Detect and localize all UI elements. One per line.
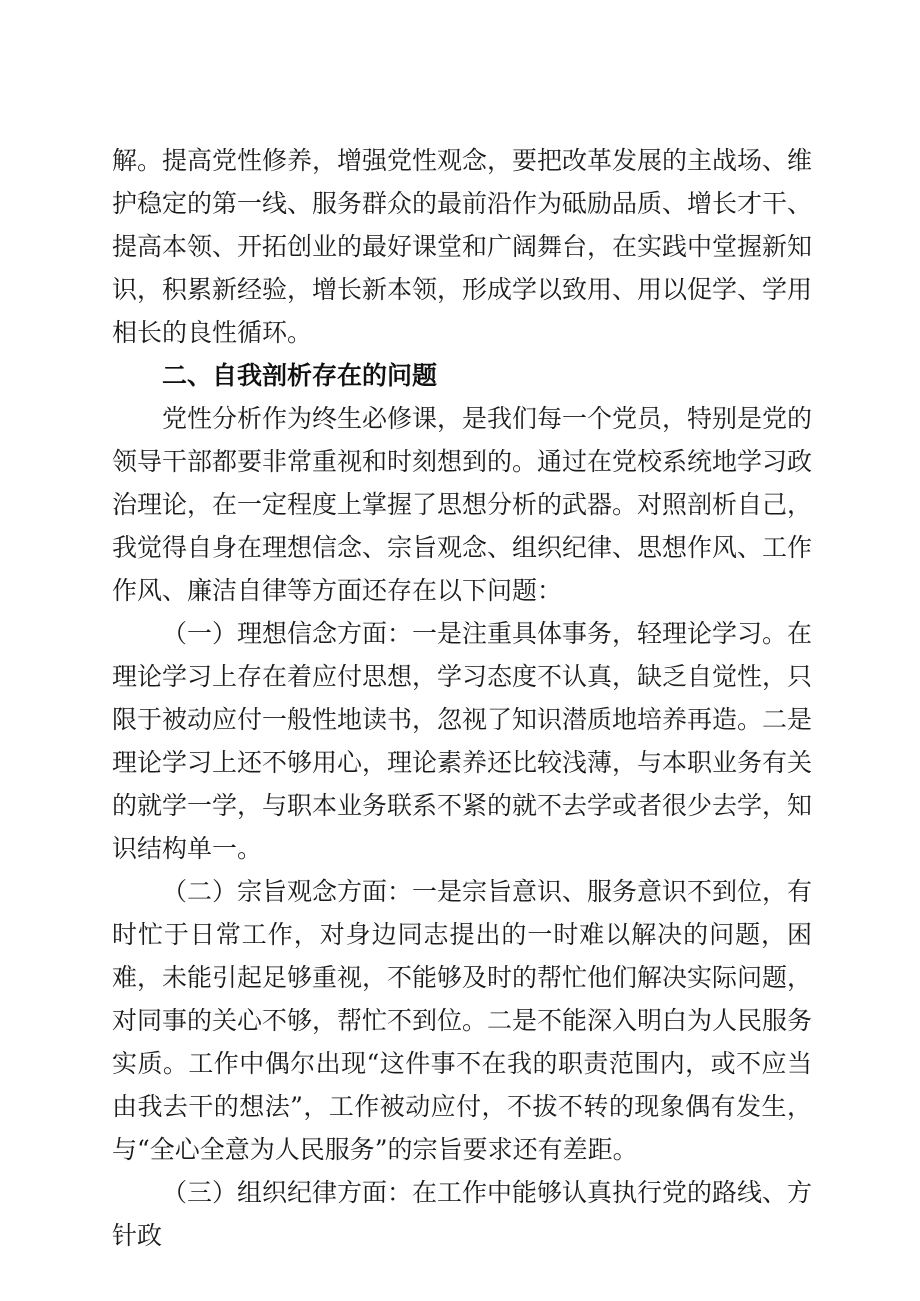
section-heading: 二、自我剖析存在的问题 — [162, 361, 438, 390]
paragraph-continued: 解。提高党性修养，增强党性观念，要把改革发展的主战场、维护稳定的第一线、服务群众的最前沿作为砥励品质、增长才干、提高本领、开拓创业的最好课堂和广阔舞台，在实践中堂握新知识，积累新经验，增长新本领，形成学以致用、用以促学、学用相长的良性循环。 — [112, 146, 813, 347]
paragraph-intro: 党性分析作为终生必修课，是我们每一个党员，特别是党的领导干部都要非常重视和时刻想到的。通过在党校系统地学习政治理论，在一定程度上掌握了思想分析的武器。对照剖析自己，我觉得自身在理想信念、宗旨观念、组织纪律、思想作风、工作作风、廉洁自律等方面还存在以下问题： — [112, 404, 813, 605]
document-body — [112, 139, 812, 1257]
paragraph-discipline: （三）组织纪律方面：在工作中能够认真执行党的路线、方针政 — [112, 1178, 813, 1250]
paragraph-ideals: （一）理想信念方面：一是注重具体事务，轻理论学习。在理论学习上存在着应付思想，学习态度不认真，缺乏自觉性，只限于被动应付一般性地读书，忽视了知识潜质地培养再造。二是理论学习上还不够用心，理论素养还比较浅薄，与本职业务有关的就学一学，与职本业务联系不紧的就不去学或者很少去学，知识结构单一。 — [112, 619, 813, 863]
paragraph-purpose: （二）宗旨观念方面：一是宗旨意识、服务意识不到位，有时忙于日常工作，对身边同志提出的一时难以解决的问题，困难，未能引起足够重视，不能够及时的帮忙他们解决实际问题，对同事的关心不够，帮忙不到位。二是不能深入明白为人民服务实质。工作中偶尔出现“这件事不在我的职责范围内，或不应当由我去干的想法”，工作被动应付，不拔不转的现象偶有发生，与“全心全意为人民服务”的宗旨要求还有差距。 — [112, 877, 813, 1164]
